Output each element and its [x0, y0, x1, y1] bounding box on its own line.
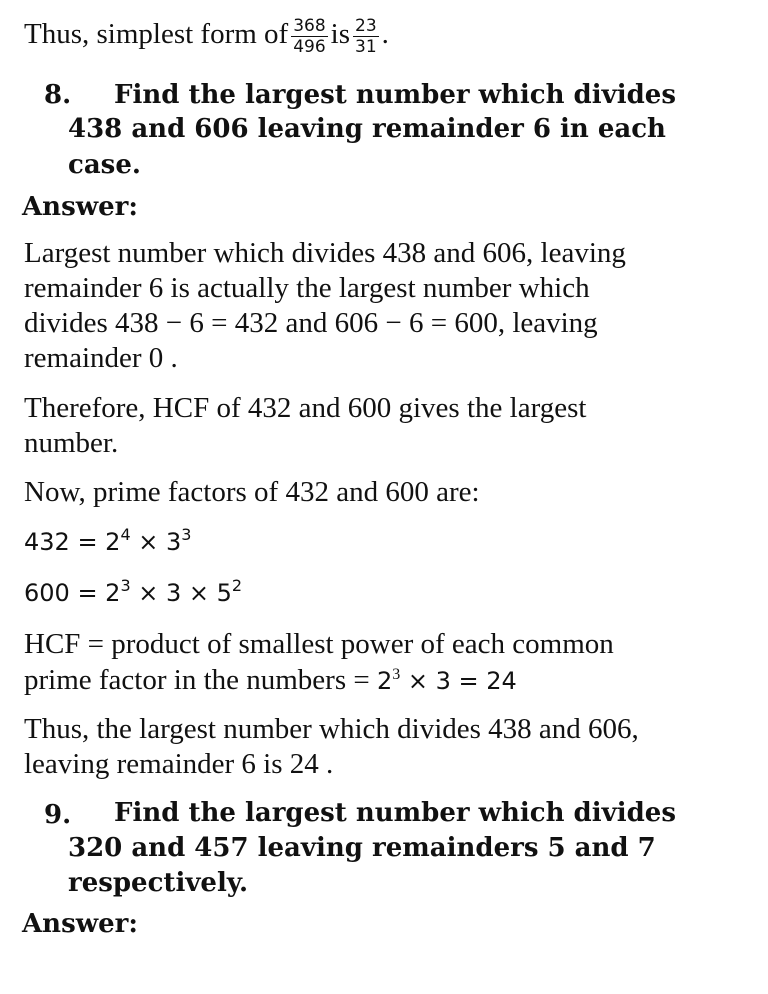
hcf-line-2: [24, 663, 517, 698]
hcf-rest: × 3 = 24: [400, 667, 517, 695]
equation-432: [24, 525, 191, 559]
answer-label-9: Answer:: [22, 909, 138, 939]
eq1-mid: × 3: [130, 528, 182, 556]
question-9-number: 9.: [44, 800, 72, 830]
fraction-numerator: 368: [293, 16, 326, 36]
intro-prefix: Thus, simplest form of: [24, 18, 289, 51]
solution-p2-line-1: Therefore, HCF of 432 and 600 gives the largest: [24, 392, 587, 424]
answer-label: Answer:: [22, 192, 138, 222]
conclusion-line-1: Thus, the largest number which divides 438 and 606,: [24, 713, 639, 745]
equation-600: [24, 576, 242, 610]
fraction-368-496: [291, 16, 327, 57]
conclusion-line-2: leaving remainder 6 is 24 .: [24, 748, 334, 780]
intro-middle: is: [330, 18, 350, 51]
solution-p3: Now, prime factors of 432 and 600 are:: [24, 476, 480, 508]
eq1-lhs: 432 = 2: [24, 528, 121, 556]
fraction-23-31: [353, 16, 379, 57]
hcf-base: 2: [376, 667, 393, 695]
eq1-exponent-1: 4: [120, 525, 131, 544]
intro-suffix: .: [381, 18, 389, 51]
fraction-denominator: 496: [293, 37, 326, 57]
eq2-exponent-1: 3: [120, 576, 131, 595]
solution-p1-line-4: remainder 0 .: [24, 342, 178, 374]
question-9-line-3: respectively.: [68, 868, 249, 898]
fraction-denominator: 31: [355, 37, 377, 57]
eq2-exponent-2: 2: [231, 576, 243, 595]
question-8-line-1: Find the largest number which divides: [114, 80, 676, 110]
solution-p1-line-2: remainder 6 is actually the largest number which: [24, 272, 590, 304]
solution-p2-line-2: number.: [24, 427, 119, 459]
question-9-line-1: Find the largest number which divides: [114, 798, 676, 828]
solution-p1-line-3: divides 438 − 6 = 432 and 606 − 6 = 600, leaving: [24, 307, 598, 339]
question-8-line-3: case.: [68, 150, 141, 180]
question-8-number: 8.: [44, 80, 72, 110]
fraction-numerator: 23: [355, 16, 377, 36]
hcf-exponent: 3: [392, 666, 401, 683]
intro-line: [24, 16, 389, 57]
question-8-line-2: 438 and 606 leaving remainder 6 in each: [68, 114, 666, 144]
eq2-lhs: 600 = 2: [24, 579, 121, 607]
question-9-line-2: 320 and 457 leaving remainders 5 and 7: [68, 833, 656, 863]
hcf-line-1: HCF = product of smallest power of each common: [24, 628, 614, 660]
eq2-mid: × 3 × 5: [130, 579, 232, 607]
solution-p1-line-1: Largest number which divides 438 and 606, leaving: [24, 237, 626, 269]
hcf-text: prime factor in the numbers =: [24, 664, 377, 696]
eq1-exponent-2: 3: [181, 525, 192, 544]
